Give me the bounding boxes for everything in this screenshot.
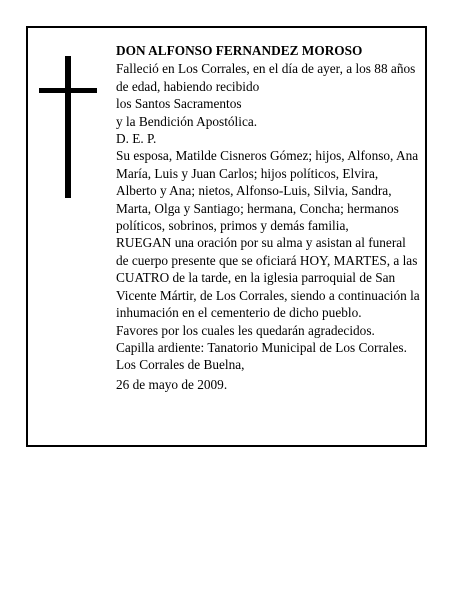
sacraments-line: los Santos Sacramentos bbox=[116, 96, 242, 112]
place-line: Los Corrales de Buelna, bbox=[116, 357, 245, 373]
blessing-line: y la Bendición Apostólica. bbox=[116, 113, 258, 129]
family-paragraph: Su esposa, Matilde Cisneros Gómez; hijos, Alfonso, Ana María, Luis y Juan Carlos; hijos políticos, Elvira, Alberto y Ana; nietos, Alfonso-Luis, Silvia, Sandra, Marta, Olga y Santiago; hermana, Concha; hermanos políticos, sobrinos, primos y demás familia, bbox=[116, 148, 419, 234]
deceased-name: DON ALFONSO FERNANDEZ MOROSO bbox=[116, 43, 363, 58]
thanks-line: Favores por los cuales les quedarán agradecidos. bbox=[116, 322, 375, 338]
age-line: de edad, habiendo recibido bbox=[116, 78, 260, 94]
obituary-notice bbox=[26, 26, 427, 447]
chapel-line: Capilla ardiente: Tanatorio Municipal de Los Corrales. bbox=[116, 339, 407, 355]
cross-horizontal-bar bbox=[39, 88, 97, 93]
death-announcement: Falleció en Los Corrales, en el día de ayer, a los 88 años bbox=[116, 61, 416, 77]
cross-icon bbox=[39, 56, 97, 198]
cross-vertical-bar bbox=[65, 56, 71, 198]
date-line: 26 de mayo de 2009. bbox=[116, 376, 228, 392]
funeral-paragraph: RUEGAN una oración por su alma y asistan al funeral de cuerpo presente que se oficiará HOY, MARTES, a las CUATRO de la tarde, en la iglesia parroquial de San Vicente Mártir, de Los Corrales, siendo a continuación la inhumación en el cementerio de dicho pueblo. bbox=[116, 235, 420, 321]
notice-text bbox=[116, 42, 420, 393]
rest-in-peace: D. E. P. bbox=[116, 131, 157, 147]
